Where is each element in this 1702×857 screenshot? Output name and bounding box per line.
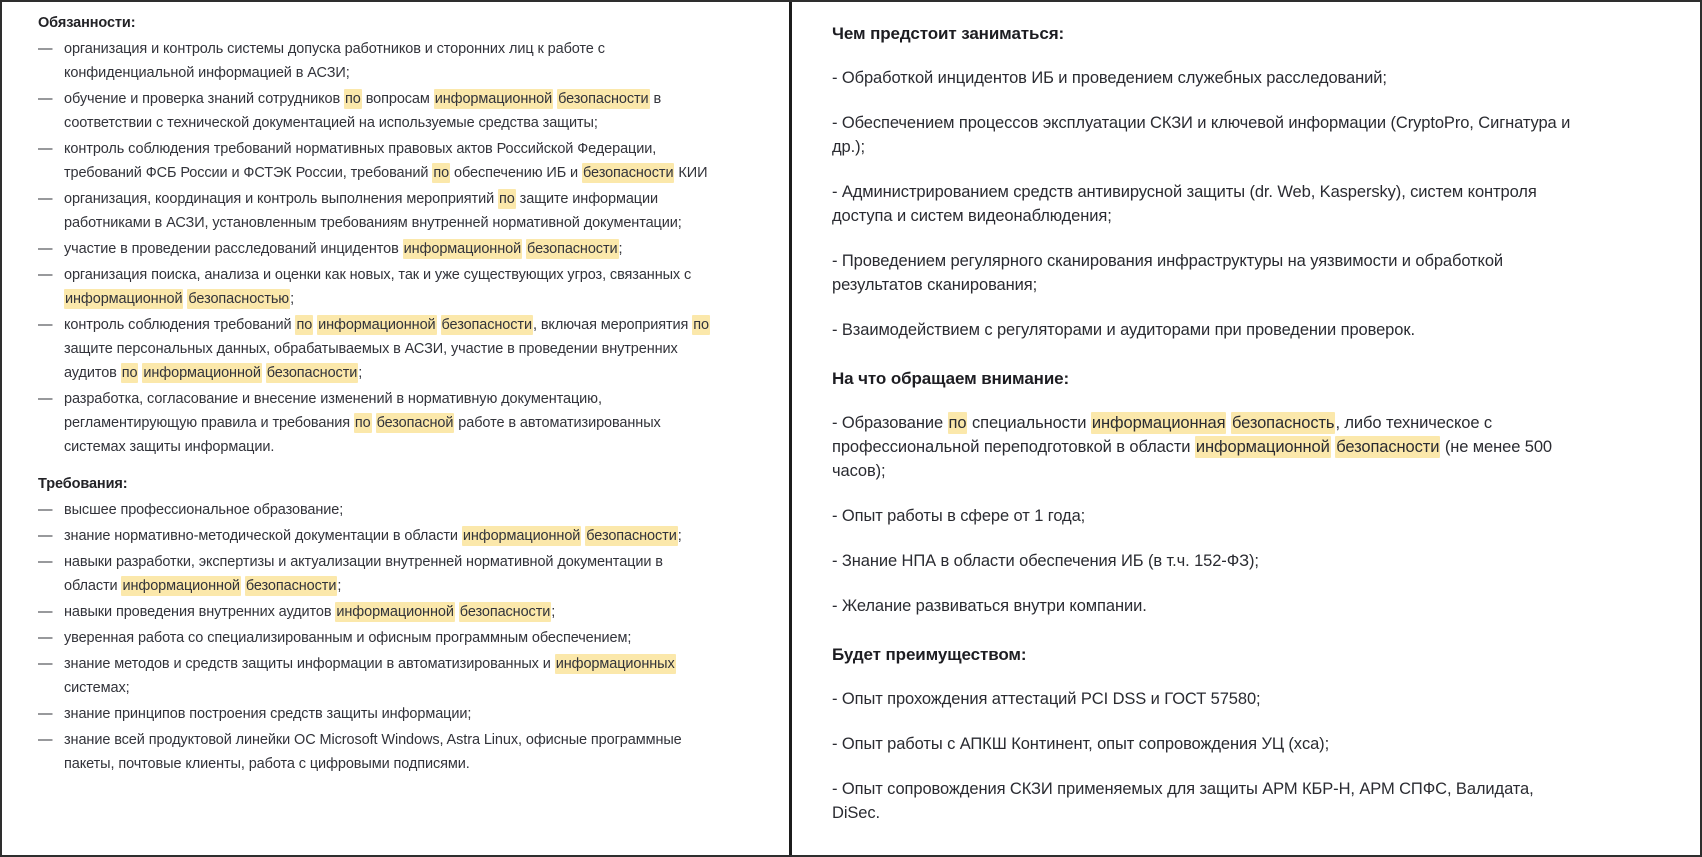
right-section <box>832 643 1572 825</box>
highlighted-keyword: по <box>354 415 371 431</box>
item-text <box>64 600 712 624</box>
item-text <box>64 524 712 548</box>
item-dash-marker: — <box>38 91 53 107</box>
text-segment: - Взаимодействием с регуляторами и аудиторами при проведении проверок. <box>832 321 1415 339</box>
item-dash-marker: — <box>38 656 53 672</box>
highlighted-keyword: информационной <box>336 604 454 620</box>
list-item <box>832 732 1572 756</box>
item-text <box>64 728 712 776</box>
left-column <box>2 2 792 855</box>
highlighted-keyword: по <box>296 317 313 333</box>
text-segment: контроль соблюдения требований <box>64 317 296 333</box>
text-segment: ; <box>290 291 295 307</box>
highlighted-keyword: безопасности <box>266 365 358 381</box>
item-dash-marker: — <box>38 502 53 518</box>
text-segment: высшее профессиональное образование; <box>64 502 344 518</box>
item-dash-marker: — <box>38 241 53 257</box>
highlighted-keyword: информационной <box>462 528 581 544</box>
highlighted-keyword: по <box>499 191 515 207</box>
list-item <box>38 187 763 235</box>
text-segment: уверенная работа со специализированным и офисным программным обеспечением; <box>64 630 632 646</box>
text-segment: - Опыт работы в сфере от 1 года; <box>832 507 1086 525</box>
text-segment: КИИ <box>674 165 708 181</box>
section-title: На что обращаем внимание: <box>832 369 1070 388</box>
highlighted-keyword: по <box>121 365 138 381</box>
list-item <box>832 318 1572 342</box>
item-dash-marker: — <box>38 41 53 57</box>
item-dash-marker: — <box>38 317 53 333</box>
text-segment: системах; <box>64 680 130 696</box>
highlighted-keyword: информационных <box>555 656 675 672</box>
highlighted-keyword: информационной <box>434 91 553 107</box>
text-segment: - Опыт работы с АПКШ Континент, опыт сопровождения УЦ (xca); <box>832 735 1330 753</box>
text-segment: разработка, согласование и внесение изменений в нормативную документацию, регламентирующую правила и требования <box>64 391 602 431</box>
text-segment: ; <box>551 604 556 620</box>
highlighted-keyword: безопасности <box>441 317 532 333</box>
text-segment: знание принципов построения средств защиты информации; <box>64 706 472 722</box>
list-item <box>38 387 763 459</box>
list-item <box>38 313 763 385</box>
item-text <box>64 550 712 598</box>
text-segment: в соответствии с технической документацией на используемые средства защиты; <box>64 91 662 131</box>
highlighted-keyword: информационная <box>1091 414 1226 432</box>
text-segment: - Опыт прохождения аттестаций PCI DSS и ГОСТ 57580; <box>832 690 1261 708</box>
item-text <box>64 387 712 459</box>
text-segment: ; <box>618 241 623 257</box>
list-item <box>38 263 763 311</box>
item-text <box>64 626 712 650</box>
item-dash-marker: — <box>38 267 53 283</box>
item-text <box>64 702 712 726</box>
highlighted-keyword: безопасности <box>459 604 551 620</box>
text-segment: ; <box>337 578 342 594</box>
list-item <box>38 702 763 726</box>
text-segment: обеспечению ИБ и <box>450 165 582 181</box>
list-item <box>832 594 1572 618</box>
list-item <box>38 37 763 85</box>
list-item <box>832 687 1572 711</box>
item-dash-marker: — <box>38 732 53 748</box>
highlighted-keyword: безопасности <box>527 241 618 257</box>
item-text <box>64 652 712 700</box>
item-text <box>64 313 712 385</box>
highlighted-keyword: безопасностью <box>188 291 290 307</box>
text-segment: навыки разработки, экспертизы и актуализации внутренней нормативной документации в области <box>64 554 663 594</box>
list-item <box>832 504 1572 528</box>
right-column <box>792 2 1700 855</box>
list-item <box>832 111 1572 159</box>
text-segment <box>372 415 376 431</box>
text-segment: - Опыт сопровождения СКЗИ применяемых для защиты АРМ КБР-Н, АРМ СПФС, Валидата, DiSec. <box>832 780 1534 822</box>
list-item <box>832 777 1572 825</box>
text-segment: - Образование <box>832 414 948 432</box>
text-segment: , либо техническое с профессиональной переподготовкой в области <box>832 414 1493 456</box>
list-item <box>38 600 763 624</box>
section-title: Будет преимуществом: <box>832 645 1027 664</box>
highlighted-keyword: по <box>433 165 450 181</box>
list-item <box>38 652 763 700</box>
text-segment: навыки проведения внутренних аудитов <box>64 604 336 620</box>
text-segment: - Обработкой инцидентов ИБ и проведением служебных расследований; <box>832 69 1387 87</box>
list-item <box>832 180 1572 228</box>
item-text <box>64 263 712 311</box>
highlighted-keyword: безопасности <box>245 578 337 594</box>
text-segment: организация поиска, анализа и оценки как новых, так и уже существующих угроз, связанных с <box>64 267 692 283</box>
item-text <box>64 37 712 85</box>
section-title: Чем предстоит заниматься: <box>832 24 1065 43</box>
text-segment <box>437 317 441 333</box>
text-segment: организация и контроль системы допуска работников и сторонних лиц к работе с конфиденциальной информацией в АСЗИ; <box>64 41 605 81</box>
text-segment: знание всей продуктовой линейки ОС Microsoft Windows, Astra Linux, офисные программные пакеты, почтовые клиенты, работа с цифровыми подписями. <box>64 732 682 772</box>
text-segment: специальности <box>967 414 1091 432</box>
text-segment: (не менее 500 часов); <box>832 438 1552 480</box>
text-segment: - Обеспечением процессов эксплуатации СКЗИ и ключевой информации (CryptoPro, Сигнатура и др.); <box>832 114 1571 156</box>
item-dash-marker: — <box>38 528 53 544</box>
text-segment: знание методов и средств защиты информации в автоматизированных и <box>64 656 555 672</box>
item-text <box>64 237 712 261</box>
left-section <box>38 472 763 776</box>
section-title: Требования: <box>38 476 128 492</box>
item-dash-marker: — <box>38 141 53 157</box>
list-item <box>832 249 1572 297</box>
text-segment: вопросам <box>361 91 434 107</box>
list-item <box>38 87 763 135</box>
highlighted-keyword: по <box>345 91 361 107</box>
text-segment: защите персональных данных, обрабатываемых в АСЗИ, участие в проведении внутренних аудитов <box>64 341 678 381</box>
section-title: Обязанности: <box>38 15 136 31</box>
text-segment: ; <box>358 365 363 381</box>
text-segment: защите информации работниками в АСЗИ, установленным требованиям внутренней нормативной документации; <box>64 191 682 231</box>
list-item <box>38 550 763 598</box>
text-segment: - Администрированием средств антивирусной защиты (dr. Web, Kaspersky), систем контроля доступа и систем видеонаблюдения; <box>832 183 1537 225</box>
highlighted-keyword: безопасности <box>583 165 674 181</box>
text-segment: - Проведением регулярного сканирования инфраструктуры на уязвимости и обработкой результатов сканирования; <box>832 252 1504 294</box>
highlighted-keyword: безопасности <box>586 528 677 544</box>
highlighted-keyword: безопасность <box>1231 414 1335 432</box>
text-segment: участие в проведении расследований инцидентов <box>64 241 403 257</box>
item-text <box>64 187 712 235</box>
left-section <box>38 11 763 459</box>
list-item <box>38 524 763 548</box>
highlighted-keyword: информационной <box>403 241 522 257</box>
list-item <box>38 237 763 261</box>
highlighted-keyword: информационной <box>1195 438 1330 456</box>
highlighted-keyword: по <box>693 317 709 333</box>
highlighted-keyword: безопасной <box>376 415 454 431</box>
highlighted-keyword: информационной <box>318 317 436 333</box>
right-section <box>832 367 1572 618</box>
item-dash-marker: — <box>38 630 53 646</box>
highlighted-keyword: безопасности <box>1336 438 1440 456</box>
text-segment: ; <box>677 528 682 544</box>
highlighted-keyword: безопасности <box>558 91 649 107</box>
text-segment: контроль соблюдения требований нормативных правовых актов Российской Федерации, требований ФСБ России и ФСТЭК России, требований <box>64 141 657 181</box>
item-dash-marker: — <box>38 706 53 722</box>
item-dash-marker: — <box>38 554 53 570</box>
text-segment: организация, координация и контроль выполнения мероприятий <box>64 191 499 207</box>
item-text <box>64 137 712 185</box>
list-item <box>38 498 763 522</box>
highlighted-keyword: по <box>948 414 967 432</box>
text-segment: работе в автоматизированных системах защиты информации. <box>64 415 661 455</box>
list-item <box>38 626 763 650</box>
right-section <box>832 22 1572 342</box>
list-item <box>832 411 1572 483</box>
highlighted-keyword: информационной <box>143 365 261 381</box>
item-dash-marker: — <box>38 391 53 407</box>
list-item <box>832 66 1572 90</box>
text-segment: - Знание НПА в области обеспечения ИБ (в т.ч. 152-ФЗ); <box>832 552 1259 570</box>
text-segment: обучение и проверка знаний сотрудников <box>64 91 345 107</box>
highlighted-keyword: информационной <box>122 578 240 594</box>
highlighted-keyword: информационной <box>65 291 183 307</box>
list-item <box>832 549 1572 573</box>
item-dash-marker: — <box>38 191 53 207</box>
list-item <box>38 728 763 776</box>
list-item <box>38 137 763 185</box>
right-column-content <box>832 22 1572 825</box>
item-text <box>64 498 712 522</box>
text-segment: знание нормативно-методической документации в области <box>64 528 462 544</box>
item-dash-marker: — <box>38 604 53 620</box>
text-segment: - Желание развиваться внутри компании. <box>832 597 1147 615</box>
text-segment: , включая мероприятия <box>532 317 693 333</box>
item-text <box>64 87 712 135</box>
